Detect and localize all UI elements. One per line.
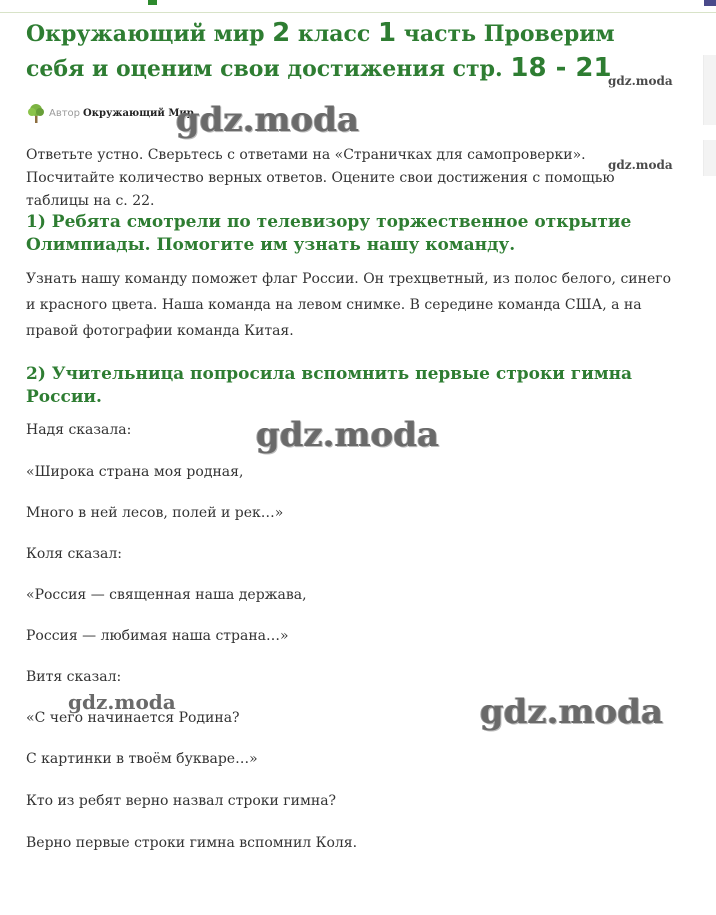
- answer-line: Витя сказал:: [26, 669, 122, 685]
- answer-line: Кто из ребят верно назвал строки гимна?: [26, 793, 337, 809]
- title-text-3: часть Проверим себя и оценим свои достижения стр.: [26, 21, 615, 82]
- watermark-logo: gdz.moda: [68, 690, 176, 714]
- watermark-logo: gdz.moda: [176, 100, 360, 140]
- page-title: [26, 16, 671, 86]
- title-text-2: класс: [290, 21, 378, 47]
- answer-line: «С чего начинается Родина?: [26, 710, 240, 726]
- title-text-1: Окружающий мир: [26, 21, 273, 47]
- watermark-logo: gdz.moda: [256, 415, 440, 455]
- watermark-logo: gdz.moda: [608, 74, 673, 88]
- title-part-number: 1: [377, 18, 397, 48]
- answer-line: Надя сказала:: [26, 422, 132, 438]
- author-label: Автор: [49, 107, 81, 119]
- watermark-logo: gdz.moda: [608, 158, 673, 172]
- question-2-heading: 2) Учительница попросила вспомнить первые строки гимна России.: [26, 364, 633, 407]
- side-widget-2[interactable]: [703, 140, 716, 176]
- answer-line: Много в ней лесов, полей и рек…»: [26, 505, 284, 521]
- watermark-logo: gdz.moda: [480, 692, 664, 732]
- answer-line: «Широка страна моя родная,: [26, 464, 244, 480]
- answer-line: Коля сказал:: [26, 546, 122, 562]
- answer-line: Верно первые строки гимна вспомнил Коля.: [26, 835, 358, 851]
- intro-text: Ответьте устно. Сверьтесь с ответами на «Страничках для самопроверки». Посчитайте количество верных ответов. Оцените свои достижения с помощью таблицы на с. 22.: [26, 147, 615, 209]
- answer-line: Россия — любимая наша страна…»: [26, 628, 289, 644]
- answer-line: «Россия — священная наша держава,: [26, 587, 307, 603]
- title-pages: 18 - 21: [510, 53, 612, 83]
- top-strip: [0, 0, 716, 13]
- side-widget[interactable]: [703, 55, 716, 125]
- author-link[interactable]: Окружающий Мир: [83, 107, 194, 119]
- tab-favicon-icon: [148, 0, 157, 5]
- author-line: [26, 102, 194, 124]
- title-grade: 2: [272, 18, 291, 48]
- extension-icon[interactable]: [704, 0, 716, 6]
- question-1-heading: 1) Ребята смотрели по телевизору торжественное открытие Олимпиады. Помогите им узнать нашу команду.: [26, 212, 632, 255]
- tree-icon: [26, 102, 46, 124]
- question-1-answer: Узнать нашу команду поможет флаг России. Он трехцветный, из полос белого, синего и красного цвета. Наша команда на левом снимке. В середине команда США, а на правой фотографии команда Китая.: [26, 271, 672, 339]
- answer-line: С картинки в твоём букваре…»: [26, 751, 258, 767]
